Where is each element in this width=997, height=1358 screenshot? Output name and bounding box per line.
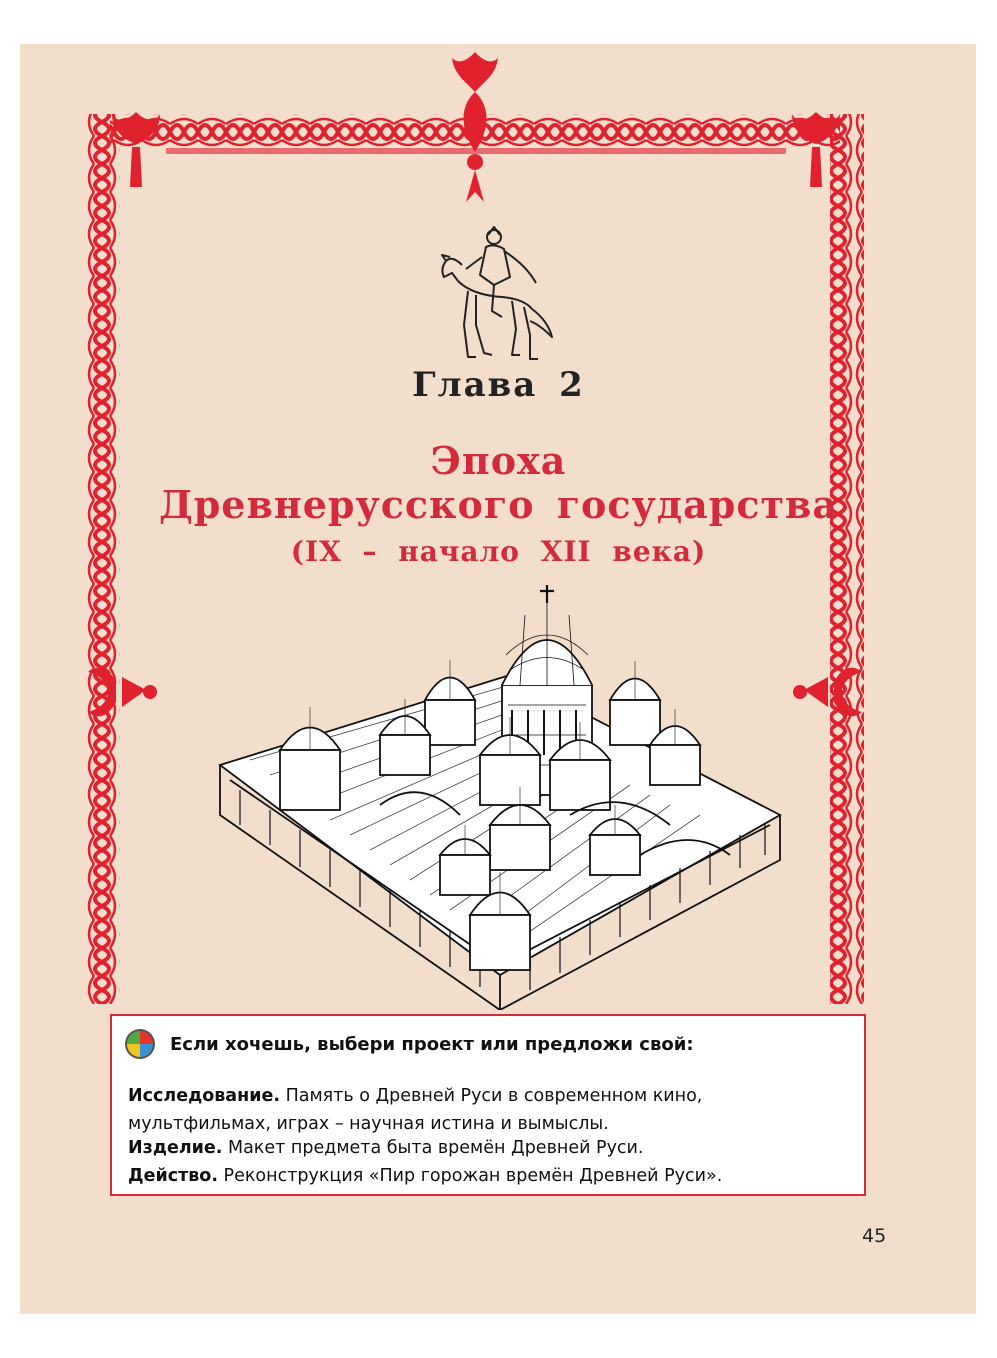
project-box <box>110 1014 866 1196</box>
project-box-header <box>124 1028 694 1060</box>
chapter-label: Глава 2 <box>412 365 585 405</box>
project-item-product <box>128 1134 848 1162</box>
horseman-icon <box>432 225 554 365</box>
project-wheel-icon <box>124 1028 156 1060</box>
project-item-text: Реконструкция «Пир горожан времён Древней Руси». <box>217 1166 723 1186</box>
title-line-3: (IX – начало XII века) <box>290 535 707 568</box>
project-item-research <box>128 1082 848 1138</box>
project-item-term: Изделие. <box>128 1138 223 1158</box>
project-box-title: Если хочешь, выбери проект или предложи свой: <box>170 1033 694 1055</box>
title-line-1: Эпоха <box>430 438 567 483</box>
project-item-term: Исследование. <box>128 1086 280 1106</box>
project-item-text: Память о Древней Руси в современном кино, мультфильмах, играх – научная истина и вымыслы. <box>128 1086 703 1134</box>
cathedral-icon <box>210 585 790 1010</box>
project-item-action <box>128 1162 848 1190</box>
project-item-text: Макет предмета быта времён Древней Руси. <box>222 1138 644 1158</box>
project-item-term: Действо. <box>128 1166 218 1186</box>
page-number: 45 <box>862 1225 887 1247</box>
title-line-2: Древнерусского государства <box>158 482 839 527</box>
